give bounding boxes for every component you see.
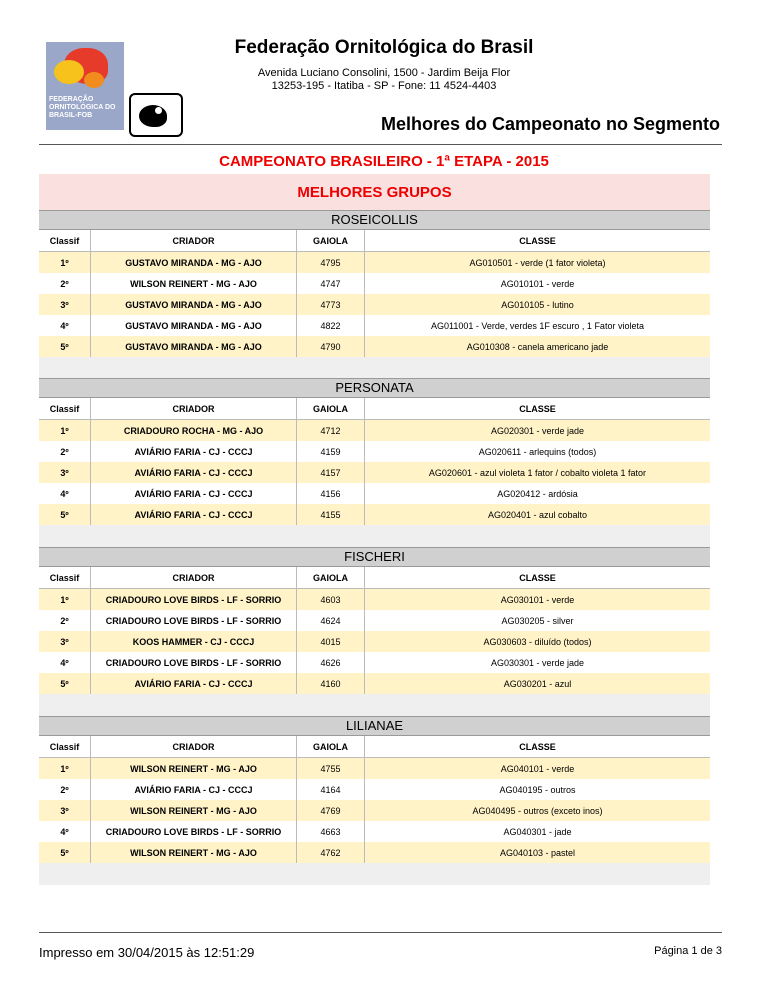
- cell-criador: CRIADOURO ROCHA - MG - AJO: [90, 420, 296, 441]
- cell-gaiola: 4155: [296, 504, 364, 525]
- org-title: Federação Ornitológica do Brasil: [234, 37, 534, 58]
- address-line-1: Avenida Luciano Consolini, 1500 - Jardim Beija Flor: [257, 67, 511, 79]
- emblem-shape: [139, 105, 167, 127]
- cell-gaiola: 4160: [296, 673, 364, 694]
- cell-classif: 1º: [60, 425, 69, 436]
- section-title: ROSEICOLLIS: [39, 210, 710, 230]
- cell-gaiola: 4663: [296, 821, 364, 842]
- cell-criador: AVIÁRIO FARIA - CJ - CCCJ: [90, 483, 296, 504]
- section-lilianae: [39, 716, 710, 885]
- cell-classe: AG020601 - azul violeta 1 fator / cobalto violeta 1 fator: [364, 462, 710, 483]
- cell-criador: CRIADOURO LOVE BIRDS - LF - SORRIO: [90, 610, 296, 631]
- cell-classif: 2º: [60, 446, 69, 457]
- table-row: [39, 631, 710, 652]
- table-row: [39, 652, 710, 673]
- col-gaiola: GAIOLA: [296, 567, 364, 588]
- cell-classe: AG010308 - canela americano jade: [364, 336, 710, 357]
- section-gap: [39, 694, 710, 716]
- table-row: [39, 800, 710, 821]
- col-classif: Classif: [49, 403, 80, 414]
- cell-classe: AG020401 - azul cobalto: [364, 504, 710, 525]
- section-title: PERSONATA: [39, 378, 710, 398]
- col-classe: CLASSE: [364, 736, 710, 757]
- col-gaiola: GAIOLA: [296, 230, 364, 251]
- printed-timestamp: Impresso em 30/04/2015 às 12:51:29: [39, 945, 255, 960]
- table-row: [39, 252, 710, 273]
- cell-criador: CRIADOURO LOVE BIRDS - LF - SORRIO: [90, 821, 296, 842]
- cell-gaiola: 4015: [296, 631, 364, 652]
- col-criador: CRIADOR: [90, 567, 296, 588]
- table-row: [39, 441, 710, 462]
- col-classe: CLASSE: [364, 230, 710, 251]
- col-classif: Classif: [49, 572, 80, 583]
- table-row: [39, 610, 710, 631]
- col-criador: CRIADOR: [90, 230, 296, 251]
- divider: [39, 144, 722, 145]
- cell-criador: KOOS HAMMER - CJ - CCCJ: [90, 631, 296, 652]
- cell-criador: WILSON REINERT - MG - AJO: [90, 800, 296, 821]
- cell-classif: 5º: [60, 847, 69, 858]
- section-roseicollis: [39, 210, 710, 379]
- championship-title: CAMPEONATO BRASILEIRO - 1ª ETAPA - 2015: [219, 153, 549, 170]
- cell-classe: AG011001 - Verde, verdes 1F escuro , 1 Fator violeta: [364, 315, 710, 336]
- table-row: [39, 758, 710, 779]
- cell-classe: AG030201 - azul: [364, 673, 710, 694]
- cell-criador: WILSON REINERT - MG - AJO: [90, 273, 296, 294]
- cell-classif: 5º: [60, 509, 69, 520]
- cell-gaiola: 4822: [296, 315, 364, 336]
- cell-classif: 4º: [60, 826, 69, 837]
- cell-gaiola: 4795: [296, 252, 364, 273]
- col-classif: Classif: [49, 741, 80, 752]
- cell-criador: AVIÁRIO FARIA - CJ - CCCJ: [90, 462, 296, 483]
- cell-criador: GUSTAVO MIRANDA - MG - AJO: [90, 294, 296, 315]
- best-groups-title: MELHORES GRUPOS: [297, 184, 452, 201]
- section-gap: [39, 863, 710, 885]
- cell-gaiola: 4624: [296, 610, 364, 631]
- col-criador: CRIADOR: [90, 736, 296, 757]
- cell-criador: CRIADOURO LOVE BIRDS - LF - SORRIO: [90, 589, 296, 610]
- page-number: Página 1 de 3: [654, 945, 722, 957]
- footer-divider: [39, 932, 722, 933]
- cell-classe: AG030603 - diluído (todos): [364, 631, 710, 652]
- cell-criador: AVIÁRIO FARIA - CJ - CCCJ: [90, 673, 296, 694]
- cell-criador: AVIÁRIO FARIA - CJ - CCCJ: [90, 504, 296, 525]
- cell-gaiola: 4157: [296, 462, 364, 483]
- emblem-eye: [155, 107, 162, 114]
- cell-classe: AG010105 - lutino: [364, 294, 710, 315]
- cell-classe: AG010501 - verde (1 fator violeta): [364, 252, 710, 273]
- cell-classif: 1º: [60, 257, 69, 268]
- cell-gaiola: 4626: [296, 652, 364, 673]
- cell-criador: WILSON REINERT - MG - AJO: [90, 758, 296, 779]
- table-row: [39, 673, 710, 694]
- cell-criador: WILSON REINERT - MG - AJO: [90, 842, 296, 863]
- cell-criador: CRIADOURO LOVE BIRDS - LF - SORRIO: [90, 652, 296, 673]
- cell-classe: AG040195 - outros: [364, 779, 710, 800]
- cell-gaiola: 4747: [296, 273, 364, 294]
- col-gaiola: GAIOLA: [296, 398, 364, 419]
- cell-criador: AVIÁRIO FARIA - CJ - CCCJ: [90, 779, 296, 800]
- col-classif: Classif: [49, 235, 80, 246]
- cell-classif: 5º: [60, 341, 69, 352]
- logo-text: FEDERAÇÃO ORNITOLÓGICA DO BRASIL-FOB: [49, 96, 116, 119]
- cell-gaiola: 4769: [296, 800, 364, 821]
- cell-gaiola: 4603: [296, 589, 364, 610]
- cell-gaiola: 4755: [296, 758, 364, 779]
- column-header-row: [39, 398, 710, 420]
- address-line-2: 13253-195 - Itatiba - SP - Fone: 11 4524-4403: [271, 80, 497, 92]
- cell-classif: 4º: [60, 320, 69, 331]
- col-gaiola: GAIOLA: [296, 736, 364, 757]
- cell-gaiola: 4790: [296, 336, 364, 357]
- section-title: FISCHERI: [39, 547, 710, 567]
- col-criador: CRIADOR: [90, 398, 296, 419]
- cell-classif: 5º: [60, 678, 69, 689]
- cell-classif: 2º: [60, 784, 69, 795]
- cell-gaiola: 4156: [296, 483, 364, 504]
- section-title: LILIANAE: [39, 716, 710, 736]
- cell-classe: AG040101 - verde: [364, 758, 710, 779]
- cell-classe: AG020611 - arlequins (todos): [364, 441, 710, 462]
- cell-classe: AG040103 - pastel: [364, 842, 710, 863]
- table-row: [39, 589, 710, 610]
- cell-classe: AG040495 - outros (exceto inos): [364, 800, 710, 821]
- cell-classif: 1º: [60, 763, 69, 774]
- cell-criador: AVIÁRIO FARIA - CJ - CCCJ: [90, 441, 296, 462]
- cell-classe: AG010101 - verde: [364, 273, 710, 294]
- table-row: [39, 462, 710, 483]
- cell-classe: AG020412 - ardósia: [364, 483, 710, 504]
- table-row: [39, 842, 710, 863]
- col-classe: CLASSE: [364, 567, 710, 588]
- bird-emblem-icon: [129, 93, 183, 137]
- cell-criador: GUSTAVO MIRANDA - MG - AJO: [90, 315, 296, 336]
- table-row: [39, 483, 710, 504]
- cell-classif: 4º: [60, 488, 69, 499]
- cell-classe: AG030101 - verde: [364, 589, 710, 610]
- table-row: [39, 504, 710, 525]
- table-row: [39, 779, 710, 800]
- cell-classe: AG040301 - jade: [364, 821, 710, 842]
- section-gap: [39, 357, 710, 379]
- table-row: [39, 420, 710, 441]
- cell-gaiola: 4762: [296, 842, 364, 863]
- cell-classif: 2º: [60, 278, 69, 289]
- cell-classe: AG020301 - verde jade: [364, 420, 710, 441]
- table-row: [39, 273, 710, 294]
- table-row: [39, 336, 710, 357]
- table-row: [39, 315, 710, 336]
- cell-criador: GUSTAVO MIRANDA - MG - AJO: [90, 252, 296, 273]
- table-row: [39, 294, 710, 315]
- cell-gaiola: 4712: [296, 420, 364, 441]
- cell-gaiola: 4164: [296, 779, 364, 800]
- cell-classif: 3º: [60, 299, 69, 310]
- cell-gaiola: 4159: [296, 441, 364, 462]
- column-header-row: [39, 230, 710, 252]
- segment-title: Melhores do Campeonato no Segmento: [380, 114, 720, 134]
- section-gap: [39, 525, 710, 547]
- section-personata: [39, 378, 710, 547]
- cell-classif: 2º: [60, 615, 69, 626]
- table-row: [39, 821, 710, 842]
- cell-classif: 4º: [60, 657, 69, 668]
- col-classe: CLASSE: [364, 398, 710, 419]
- cell-classif: 3º: [60, 467, 69, 478]
- cell-criador: GUSTAVO MIRANDA - MG - AJO: [90, 336, 296, 357]
- cell-classe: AG030301 - verde jade: [364, 652, 710, 673]
- cell-classif: 3º: [60, 805, 69, 816]
- cell-classif: 3º: [60, 636, 69, 647]
- cell-classif: 1º: [60, 594, 69, 605]
- cell-gaiola: 4773: [296, 294, 364, 315]
- section-fischeri: [39, 547, 710, 716]
- column-header-row: [39, 567, 710, 589]
- cell-classe: AG030205 - silver: [364, 610, 710, 631]
- column-header-row: [39, 736, 710, 758]
